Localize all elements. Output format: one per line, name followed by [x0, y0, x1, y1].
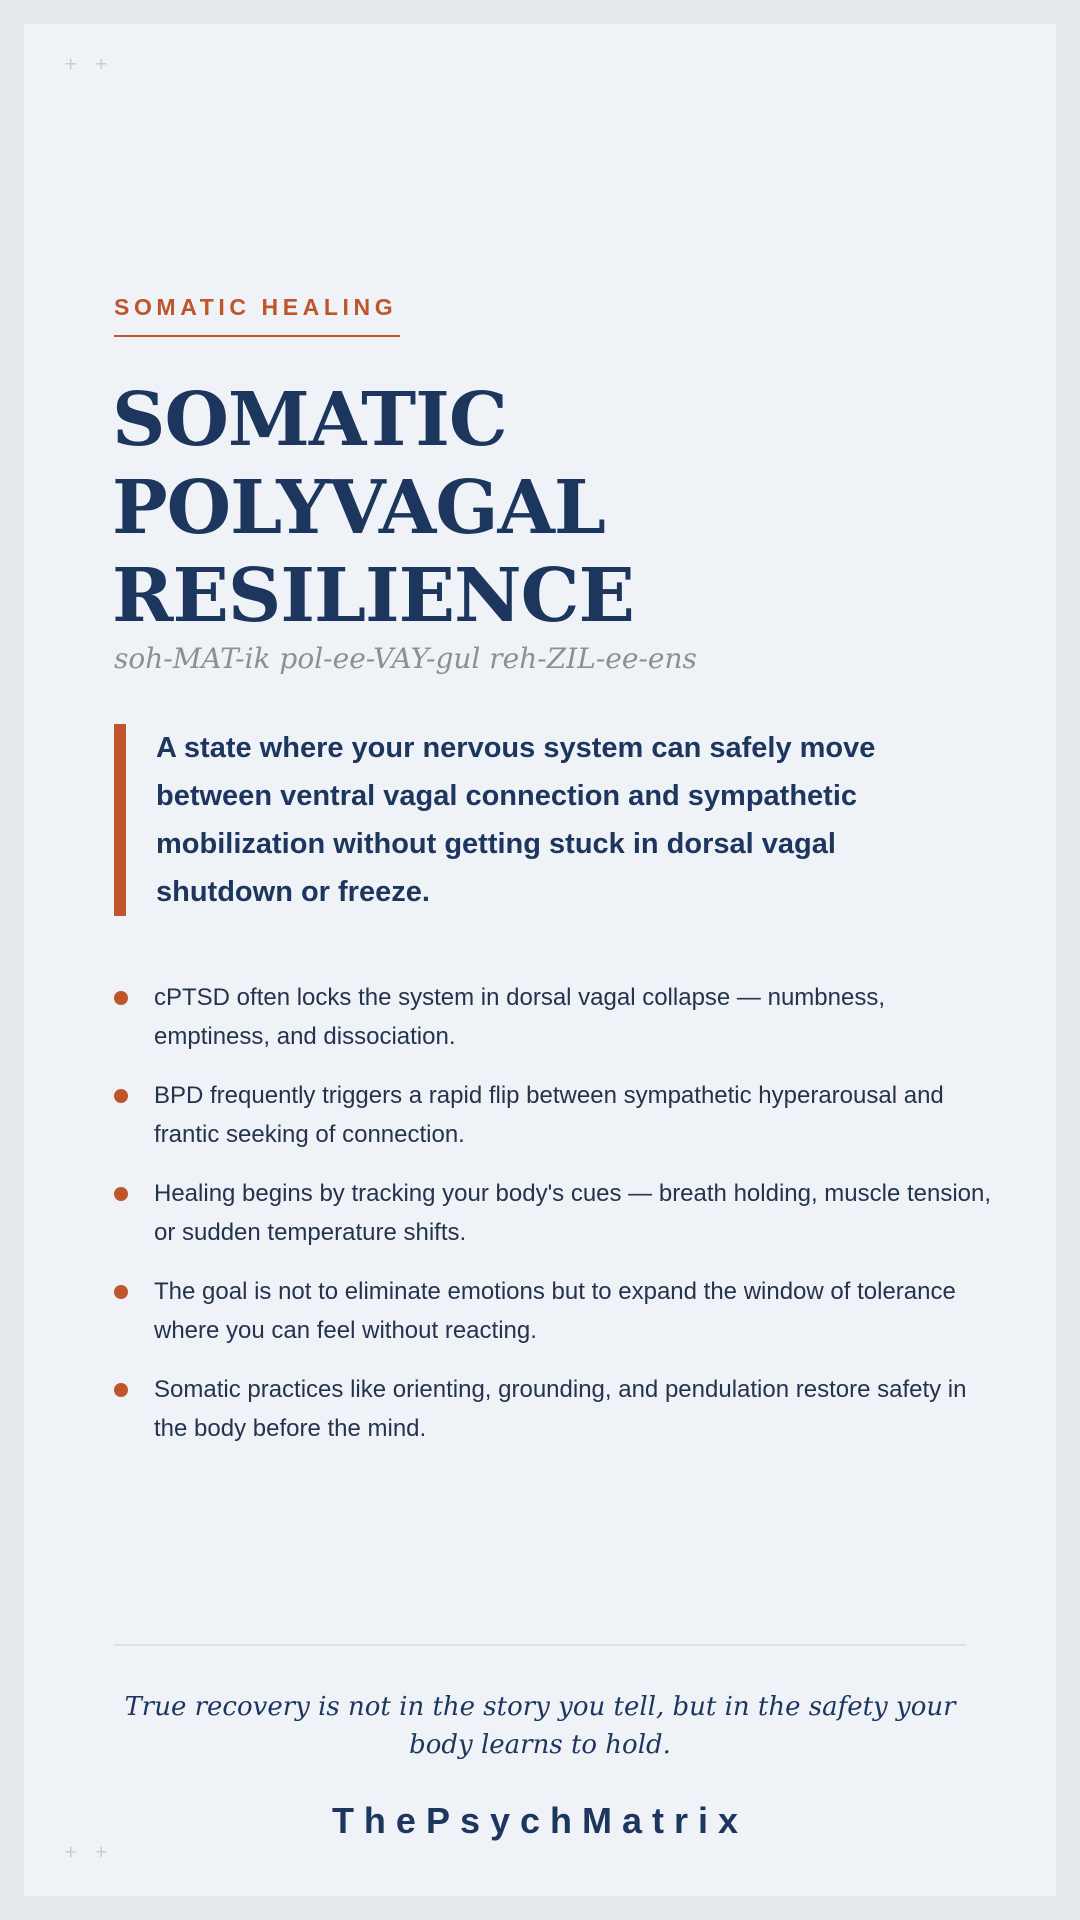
corner-mark-bottom: + + — [64, 1842, 114, 1861]
bullet-dot-icon — [114, 1383, 128, 1397]
bullet-dot-icon — [114, 1187, 128, 1201]
corner-mark-top: + + — [64, 54, 114, 73]
list-item-text: cPTSD often locks the system in dorsal vagal collapse — numbness, emptiness, and dissociation. — [154, 984, 885, 1050]
page-title — [112, 376, 634, 640]
list-item — [114, 1174, 994, 1252]
category-label: SOMATIC HEALING — [114, 294, 400, 337]
title-line: SOMATIC — [112, 377, 507, 463]
definition-callout: A state where your nervous system can safely move between ventral vagal connection and sympathetic mobilization without getting stuck in dorsal vagal shutdown or freeze. — [114, 724, 954, 916]
title-line: RESILIENCE — [112, 553, 634, 639]
list-item — [114, 1076, 994, 1154]
bullet-dot-icon — [114, 1285, 128, 1299]
footer-divider — [114, 1644, 966, 1646]
list-item — [114, 978, 994, 1056]
list-item-text: Somatic practices like orienting, grounding, and pendulation restore safety in the body before the mind. — [154, 1376, 967, 1442]
list-item-text: BPD frequently triggers a rapid flip between sympathetic hyperarousal and frantic seeking of connection. — [154, 1082, 944, 1148]
bullet-dot-icon — [114, 991, 128, 1005]
list-item — [114, 1272, 994, 1350]
list-item-text: Healing begins by tracking your body's cues — breath holding, muscle tension, or sudden temperature shifts. — [154, 1180, 992, 1246]
title-line: POLYVAGAL — [112, 465, 605, 551]
footer-quote: True recovery is not in the story you tell, but in the safety your body learns to hold. — [124, 1692, 956, 1760]
list-item-text: The goal is not to eliminate emotions but to expand the window of tolerance where you can feel without reacting. — [154, 1278, 956, 1344]
bullet-list — [114, 978, 994, 1468]
content-card — [24, 24, 1056, 1896]
list-item — [114, 1370, 994, 1448]
brand-name: ThePsychMatrix — [331, 1800, 749, 1841]
bullet-dot-icon — [114, 1089, 128, 1103]
pronunciation: soh-MAT-ik pol-ee-VAY-gul reh-ZIL-ee-ens — [114, 642, 697, 675]
